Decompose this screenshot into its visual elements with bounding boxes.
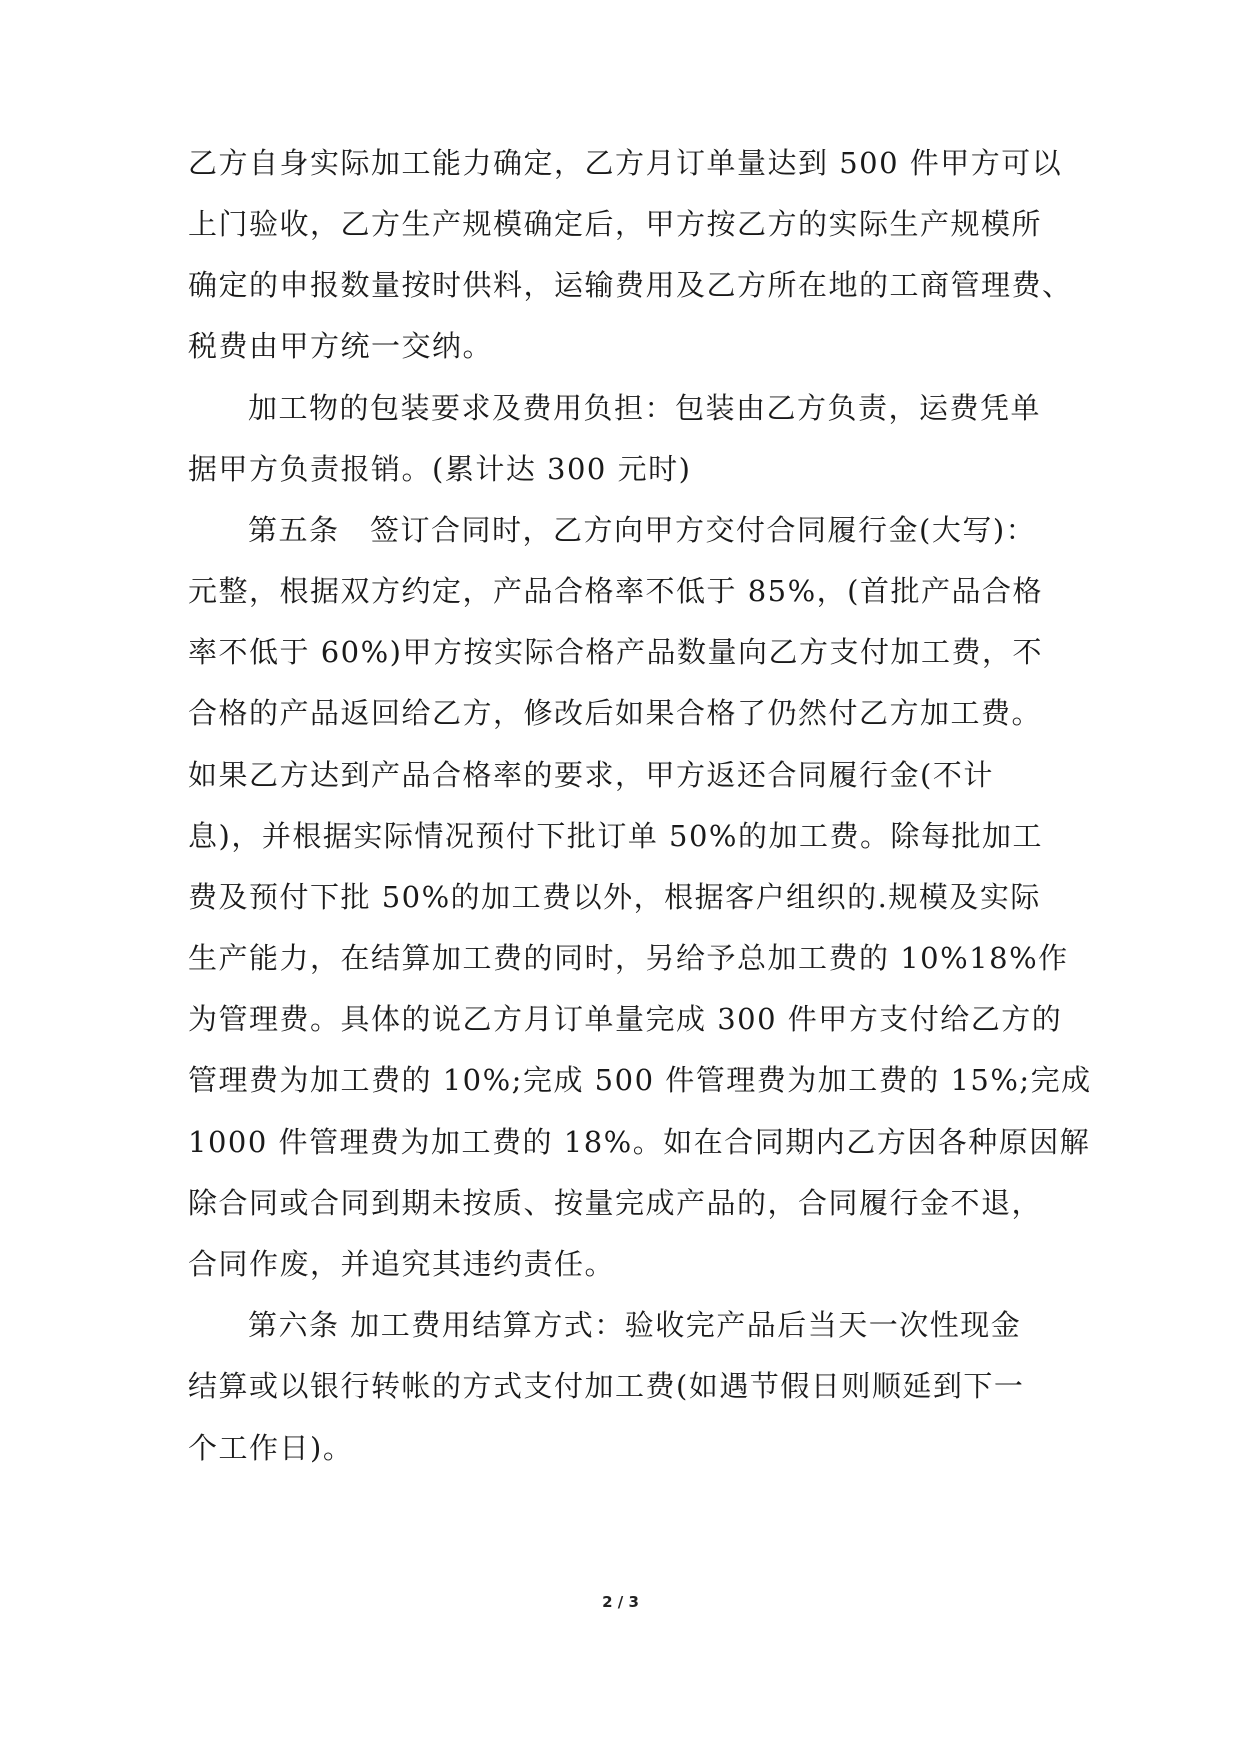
article-5-heading-line: 第五条 签订合同时，乙方向甲方交付合同履行金(大写)： <box>248 513 1037 547</box>
text-line: 确定的申报数量按时供料，运输费用及乙方所在地的工商管理费、 <box>188 268 1073 302</box>
text-line: 如果乙方达到产品合格率的要求，甲方返还合同履行金(不计 <box>188 758 994 792</box>
text-line: 除合同或合同到期未按质、按量完成产品的，合同履行金不退， <box>188 1186 1043 1220</box>
text-line: 上门验收，乙方生产规模确定后，甲方按乙方的实际生产规模所 <box>188 207 1043 241</box>
text-line: 元整，根据双方约定，产品合格率不低于 85%，(首批产品合格 <box>188 574 1043 608</box>
text-line: 合格的产品返回给乙方，修改后如果合格了仍然付乙方加工费。 <box>188 696 1043 730</box>
text-line: 息)，并根据实际情况预付下批订单 50%的加工费。除每批加工 <box>188 819 1043 853</box>
paragraph-start-line: 加工物的包装要求及费用负担：包装由乙方负责，运费凭单 <box>248 391 1042 425</box>
text-line: 率不低于 60%)甲方按实际合格产品数量向乙方支付加工费，不 <box>188 635 1043 669</box>
text-line: 费及预付下批 50%的加工费以外，根据客户组织的.规模及实际 <box>188 880 1041 914</box>
text-line: 合同作废，并追究其违约责任。 <box>188 1247 616 1281</box>
text-line: 管理费为加工费的 10%;完成 500 件管理费为加工费的 15%;完成 <box>188 1063 1092 1097</box>
text-line: 税费由甲方统一交纳。 <box>188 329 494 363</box>
page-number: 2 / 3 <box>602 1593 639 1611</box>
text-line: 1000 件管理费为加工费的 18%。如在合同期内乙方因各种原因解 <box>188 1125 1091 1159</box>
text-line: 个工作日)。 <box>188 1431 354 1465</box>
text-line: 生产能力，在结算加工费的同时，另给予总加工费的 10%18%作 <box>188 941 1069 975</box>
text-line: 据甲方负责报销。(累计达 300 元时) <box>188 452 692 486</box>
text-line: 乙方自身实际加工能力确定，乙方月订单量达到 500 件甲方可以 <box>188 146 1063 180</box>
text-line: 为管理费。具体的说乙方月订单量完成 300 件甲方支付给乙方的 <box>188 1002 1063 1036</box>
article-6-heading-line: 第六条 加工费用结算方式：验收完产品后当天一次性现金 <box>248 1308 1022 1342</box>
text-line: 结算或以银行转帐的方式支付加工费(如遇节假日则顺延到下一 <box>188 1369 1025 1403</box>
